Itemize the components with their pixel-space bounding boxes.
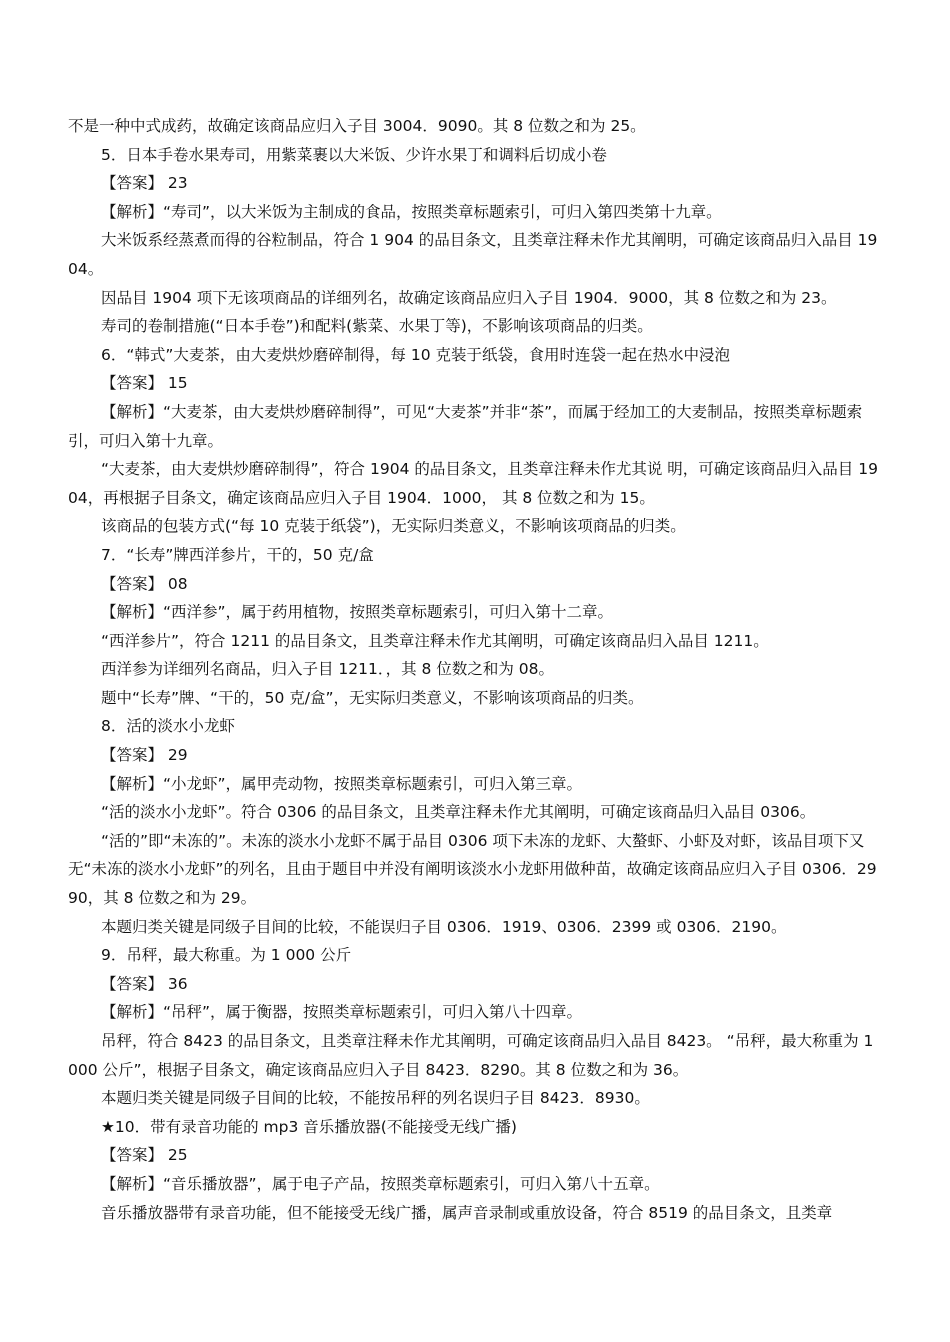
paragraph: “大麦茶，由大麦烘炒磨碎制得”，符合 1904 的品目条文，且类章注释未作尤其说 明，可确定该商品归入品目 1904，再根据子目条文，确定该商品应归入子目 1904．1000， 其 8 位数之和为 15。 xyxy=(68,460,878,507)
paragraph-continuation: 不是一种中式成药，故确定该商品应归入子目 3004．9090。其 8 位数之和为 25。 xyxy=(68,117,646,135)
paragraph: 西洋参为详细列名商品，归入子目 1211．，其 8 位数之和为 08。 xyxy=(101,660,554,679)
paragraph: 吊秤，符合 8423 的品目条文，且类章注释未作尤其阐明，可确定该商品归入品目 8423。 “吊秤，最大称重为 1 000 公斤”，根据子目条文，确定该商品应归入子目 8423．8290。其 8 位数之和为 36。 xyxy=(68,1032,874,1079)
analysis-6: 【解析】“大麦茶，由大麦烘炒磨碎制得”，可见“大麦茶”并非“茶”，而属于经加工的大麦制品，按照类章标题索引，可归入第十九章。 xyxy=(68,402,863,450)
answer-5: 【答案】 23 xyxy=(101,174,188,193)
paragraph: 大米饭系经蒸煮而得的谷粒制品，符合 1 904 的品目条文，且类章注释未作尤其阐明，可确定该商品归入品目 1904。 xyxy=(68,231,878,278)
paragraph: 音乐播放器带有录音功能，但不能接受无线广播，属声音录制或重放设备，符合 8519 的品目条文，且类章 xyxy=(101,1203,833,1222)
answer-9: 【答案】 36 xyxy=(101,974,188,993)
paragraph: “活的”即“未冻的”。未冻的淡水小龙虾不属于品目 0306 项下未冻的龙虾、大螯虾、小虾及对虾，该品目项下又无“未冻的淡水小龙虾”的列名，且由于题目中并没有阐明该淡水小龙虾用做种苗，故确定该商品应归入子目 0306．2990，其 8 位数之和为 29。 xyxy=(68,831,877,908)
paragraph: 本题归类关键是同级子目间的比较，不能按吊秤的列名误归子目 8423．8930。 xyxy=(101,1089,650,1108)
paragraph: 该商品的包装方式(“每 10 克装于纸袋”)，无实际归类意义，不影响该项商品的归类。 xyxy=(101,517,686,536)
answer-6: 【答案】 15 xyxy=(101,374,188,393)
question-8: 8．活的淡水小龙虾 xyxy=(101,717,235,736)
paragraph: 寿司的卷制措施(“日本手卷”)和配料(紫菜、水果丁等)，不影响该项商品的归类。 xyxy=(101,317,653,336)
question-9: 9．吊秤，最大称重。为 1 000 公斤 xyxy=(101,946,352,965)
answer-8: 【答案】 29 xyxy=(101,746,188,765)
paragraph: “活的淡水小龙虾”。符合 0306 的品目条文，且类章注释未作尤其阐明，可确定该商品归入品目 0306。 xyxy=(101,803,816,822)
paragraph: “西洋参片”，符合 1211 的品目条文，且类章注释未作尤其阐明，可确定该商品归入品目 1211。 xyxy=(101,631,769,650)
paragraph: 本题归类关键是同级子目间的比较，不能误归子目 0306．1919、0306．2399 或 0306．2190。 xyxy=(101,917,787,936)
analysis-8: 【解析】“小龙虾”，属甲壳动物，按照类章标题索引，可归入第三章。 xyxy=(101,774,583,793)
analysis-10: 【解析】“音乐播放器”，属于电子产品，按照类章标题索引，可归入第八十五章。 xyxy=(101,1174,660,1193)
paragraph: 因品目 1904 项下无该项商品的详细列名，故确定该商品应归入子目 1904．9000，其 8 位数之和为 23。 xyxy=(101,288,837,307)
document-page xyxy=(68,112,886,1227)
paragraph: 题中“长寿”牌、“干的，50 克/盒”，无实际归类意义，不影响该项商品的归类。 xyxy=(101,688,644,707)
analysis-9: 【解析】“吊秤”，属于衡器，按照类章标题索引，可归入第八十四章。 xyxy=(101,1003,583,1022)
analysis-7: 【解析】“西洋参”，属于药用植物，按照类章标题索引，可归入第十二章。 xyxy=(101,603,614,622)
question-7: 7．“长寿”牌西洋参片，干的，50 克/盒 xyxy=(101,545,374,564)
question-6: 6．“韩式”大麦茶，由大麦烘炒磨碎制得，每 10 克装于纸袋，食用时连袋一起在热水中浸泡 xyxy=(101,345,731,364)
question-5: 5．日本手卷水果寿司，用紫菜裹以大米饭、少许水果丁和调料后切成小卷 xyxy=(101,145,607,164)
question-10: ★10．带有录音功能的 mp3 音乐播放器(不能接受无线广播) xyxy=(101,1117,517,1136)
answer-10: 【答案】 25 xyxy=(101,1146,188,1165)
answer-7: 【答案】 08 xyxy=(101,574,188,593)
analysis-5: 【解析】“寿司”，以大米饭为主制成的食品，按照类章标题索引，可归入第四类第十九章。 xyxy=(101,202,722,221)
